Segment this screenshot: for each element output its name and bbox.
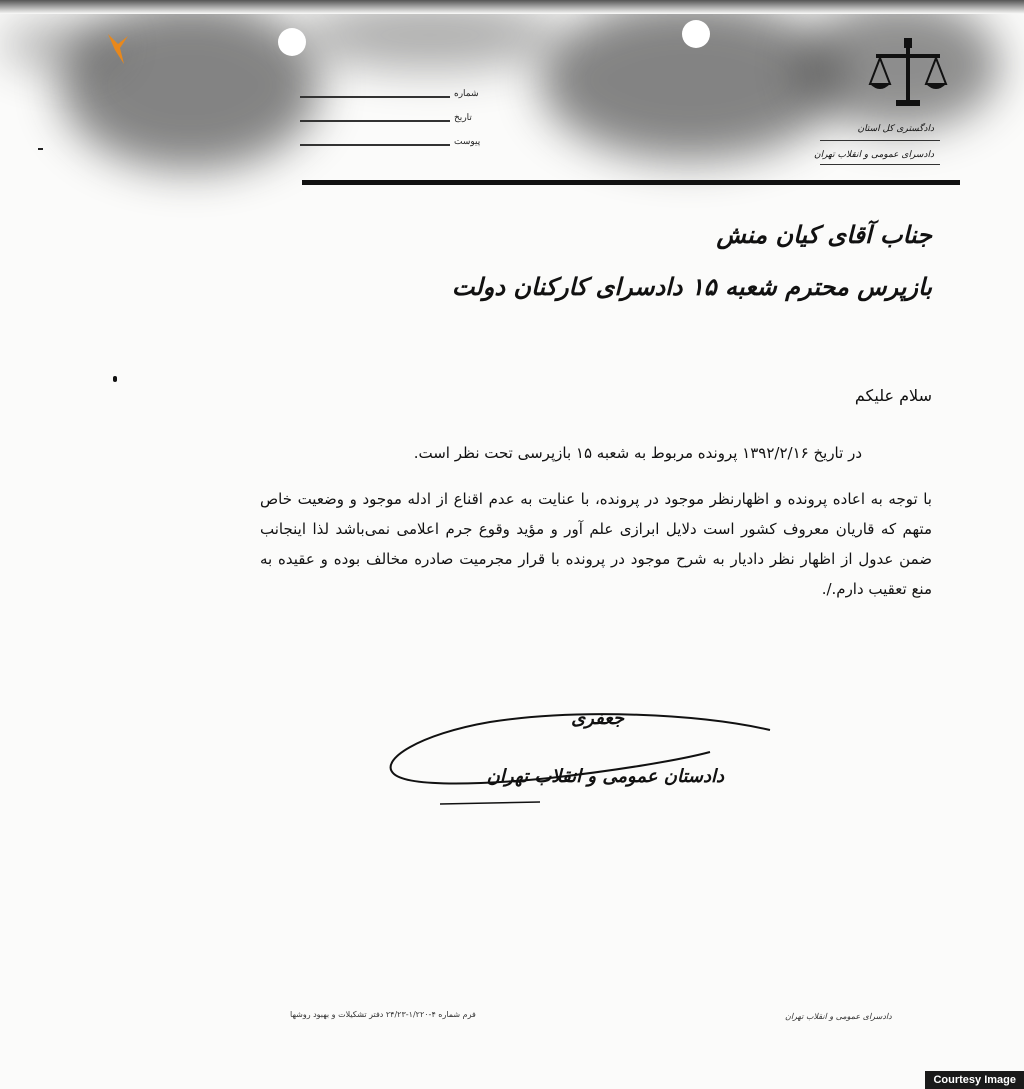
scales-of-justice-icon — [868, 38, 948, 112]
toner-smudge — [0, 20, 120, 70]
addressee-line-2: بازپرس محترم شعبه ۱۵ دادسرای کارکنان دولت — [451, 272, 932, 301]
header-divider — [302, 180, 960, 185]
stray-dot — [38, 148, 43, 150]
header-attachment-label: پیوست — [454, 137, 481, 147]
header-attachment-line — [300, 144, 450, 146]
body-paragraph-2: با توجه به اعاده پرونده و اظهارنظر موجود در پرونده، با عنایت به عدم اقناع از ادله موجود و وضعیت خاص متهم که قاریان معروف کشور است دلایل ابرازی علم آور و مؤید وقوع جرم اعلامی نمی‌باشد لذا اینجانب ضمن عدول از اظهار نظر دادیار به شرح موجود در پرونده با قرار مجرمیت صادره مخالف بوده و عقیده به منع تعقیب دارم./. — [260, 490, 932, 598]
addressee-line-1: جناب آقای کیان منش — [716, 220, 932, 249]
header-number-line — [300, 96, 450, 98]
punch-hole — [278, 28, 306, 56]
header-org-underline — [820, 164, 940, 165]
header-org-line-2: دادسرای عمومی و انقلاب تهران — [813, 150, 934, 160]
greeting-text: سلام علیکم — [854, 386, 932, 405]
header-org-underline — [820, 140, 940, 141]
header-date-label: تاریخ — [454, 113, 472, 123]
signatory-title: دادستان عمومی و انقلاب تهران — [486, 766, 724, 787]
top-edge-shadow — [0, 0, 1024, 14]
footer-form-number: فرم شماره ۴-۱/۲۲۰-۲۴/۲۳ دفتر تشکیلات و بهبود روشها — [290, 1010, 476, 1019]
signatory-name: جعفری — [571, 708, 624, 729]
footer-org: دادسرای عمومی و انقلاب تهران — [785, 1012, 892, 1021]
image-credit-badge: Courtesy Image — [925, 1071, 1024, 1089]
orange-mark-icon — [104, 30, 132, 68]
header-date-line — [300, 120, 450, 122]
body-paragraph-1: در تاریخ ۱۳۹۲/۲/۱۶ پرونده مربوط به شعبه ۱۵ بازپرسی تحت نظر است. — [413, 444, 862, 462]
header-number-label: شماره — [454, 89, 479, 99]
header-org-line-1: دادگستری کل استان — [857, 124, 934, 134]
stray-dot — [113, 376, 117, 382]
punch-hole — [682, 20, 710, 48]
